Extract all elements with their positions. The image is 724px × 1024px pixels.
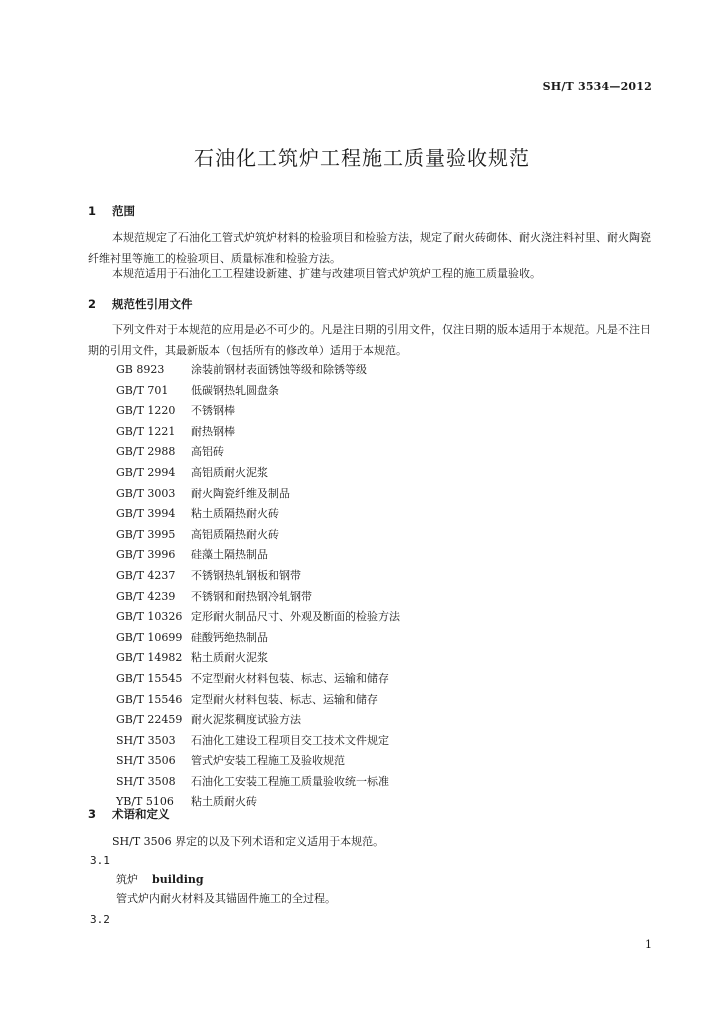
- reference-code: GB/T 3995: [116, 527, 176, 541]
- reference-title: 定型耐火材料包装、标志、运输和储存: [191, 692, 378, 706]
- reference-title: 高铝质隔热耐火砖: [191, 527, 279, 541]
- term-definition: 管式炉内耐火材料及其锚固件施工的全过程。: [116, 892, 336, 905]
- reference-title: 低碳钢热轧圆盘条: [191, 383, 279, 397]
- term-zh: 筑炉: [116, 873, 138, 886]
- reference-title: 不锈钢热轧钢板和钢带: [191, 568, 301, 582]
- reference-title: 涂装前钢材表面锈蚀等级和除锈等级: [191, 363, 367, 376]
- reference-code: SH/T 3508: [116, 774, 176, 788]
- reference-list: [116, 360, 400, 813]
- reference-title: 耐火泥浆稠度试验方法: [191, 713, 301, 727]
- reference-code: GB/T 22459: [116, 713, 183, 727]
- reference-item: [116, 566, 400, 587]
- section-1-paragraph-1: 本规范规定了石油化工管式炉筑炉材料的检验项目和检验方法，规定了耐火砖砌体、耐火浇注料衬里、耐火陶瓷纤维衬里等施工的检验项目、质量标准和检验方法。: [88, 231, 651, 265]
- reference-item: [116, 648, 400, 669]
- reference-item: [116, 772, 400, 793]
- reference-title: 石油化工建设工程项目交工技术文件规定: [191, 733, 389, 747]
- reference-item: [116, 360, 400, 381]
- reference-code: SH/T 3506: [116, 754, 176, 768]
- reference-item: [116, 422, 400, 443]
- reference-code: GB/T 1220: [116, 404, 176, 418]
- reference-code: GB/T 4239: [116, 589, 176, 603]
- reference-code: GB 8923: [116, 363, 165, 376]
- term-heading: [116, 871, 204, 887]
- reference-item: [116, 587, 400, 608]
- reference-code: GB/T 15545: [116, 671, 183, 685]
- reference-title: 定形耐火制品尺寸、外观及断面的检验方法: [191, 610, 400, 624]
- reference-code: GB/T 2994: [116, 465, 176, 479]
- reference-title: 粘土质耐火泥浆: [191, 651, 268, 665]
- reference-item: [116, 545, 400, 566]
- reference-code: YB/T 5106: [116, 795, 174, 809]
- reference-title: 高铝质耐火泥浆: [191, 465, 268, 479]
- reference-item: [116, 463, 400, 484]
- reference-item: [116, 669, 400, 690]
- reference-item: [116, 381, 400, 402]
- reference-title: 高铝砖: [191, 445, 224, 459]
- reference-title: 粘土质耐火砖: [191, 795, 257, 809]
- section-2-paragraph-1: 下列文件对于本规范的应用是必不可少的。凡是注日期的引用文件，仅注日期的版本适用于本规范。凡是不注日期的引用文件，其最新版本（包括所有的修改单）适用于本规范。: [88, 323, 651, 357]
- section-3-heading: [88, 806, 170, 822]
- reference-item: [116, 628, 400, 649]
- reference-item: [116, 525, 400, 546]
- reference-code: GB/T 3996: [116, 548, 176, 562]
- section-number: 1: [88, 204, 97, 218]
- reference-title: 耐火陶瓷纤维及制品: [191, 486, 290, 500]
- reference-item: [116, 401, 400, 422]
- term-number: 3.2: [90, 913, 110, 926]
- reference-code: GB/T 10326: [116, 610, 183, 624]
- section-2-heading: [88, 296, 193, 312]
- reference-item: [116, 710, 400, 731]
- reference-code: GB/T 15546: [116, 692, 183, 706]
- reference-code: GB/T 14982: [116, 651, 183, 665]
- reference-code: GB/T 4237: [116, 568, 176, 582]
- reference-code: GB/T 1221: [116, 424, 176, 438]
- reference-title: 耐热钢棒: [191, 424, 235, 438]
- section-title: 范围: [112, 204, 135, 218]
- reference-code: GB/T 3003: [116, 486, 176, 500]
- reference-title: 粘土质隔热耐火砖: [191, 507, 279, 521]
- reference-title: 石油化工安装工程施工质量验收统一标准: [191, 774, 389, 788]
- document-title: 石油化工筑炉工程施工质量验收规范: [194, 146, 530, 170]
- reference-code: SH/T 3503: [116, 733, 176, 747]
- reference-title: 不锈钢棒: [191, 404, 235, 418]
- reference-item: [116, 484, 400, 505]
- reference-title: 不定型耐火材料包装、标志、运输和储存: [191, 671, 389, 685]
- standard-code: SH/T 3534—2012: [542, 80, 652, 93]
- reference-item: [116, 607, 400, 628]
- section-1-heading: [88, 203, 135, 219]
- section-1-paragraph-2: 本规范适用于石油化工工程建设新建、扩建与改建项目管式炉筑炉工程的施工质量验收。: [112, 267, 541, 280]
- reference-code: GB/T 10699: [116, 630, 183, 644]
- reference-item: [116, 751, 400, 772]
- section-3-paragraph-1: SH/T 3506 界定的以及下列术语和定义适用于本规范。: [112, 835, 385, 848]
- page-number: 1: [645, 938, 652, 951]
- term-number: 3.1: [90, 854, 110, 867]
- reference-item: [116, 442, 400, 463]
- reference-item: [116, 690, 400, 711]
- section-title: 术语和定义: [112, 807, 170, 821]
- reference-title: 不锈钢和耐热钢冷轧钢带: [191, 589, 312, 603]
- reference-title: 硅藻土隔热制品: [191, 548, 268, 562]
- reference-item: [116, 504, 400, 525]
- reference-title: 管式炉安装工程施工及验收规范: [191, 754, 345, 768]
- reference-title: 硅酸钙绝热制品: [191, 630, 268, 644]
- reference-code: GB/T 701: [116, 383, 169, 397]
- section-number: 2: [88, 297, 97, 311]
- reference-code: GB/T 2988: [116, 445, 176, 459]
- term-en: building: [152, 873, 204, 886]
- section-title: 规范性引用文件: [112, 297, 193, 311]
- reference-code: GB/T 3994: [116, 507, 176, 521]
- reference-item: [116, 731, 400, 752]
- section-number: 3: [88, 807, 97, 821]
